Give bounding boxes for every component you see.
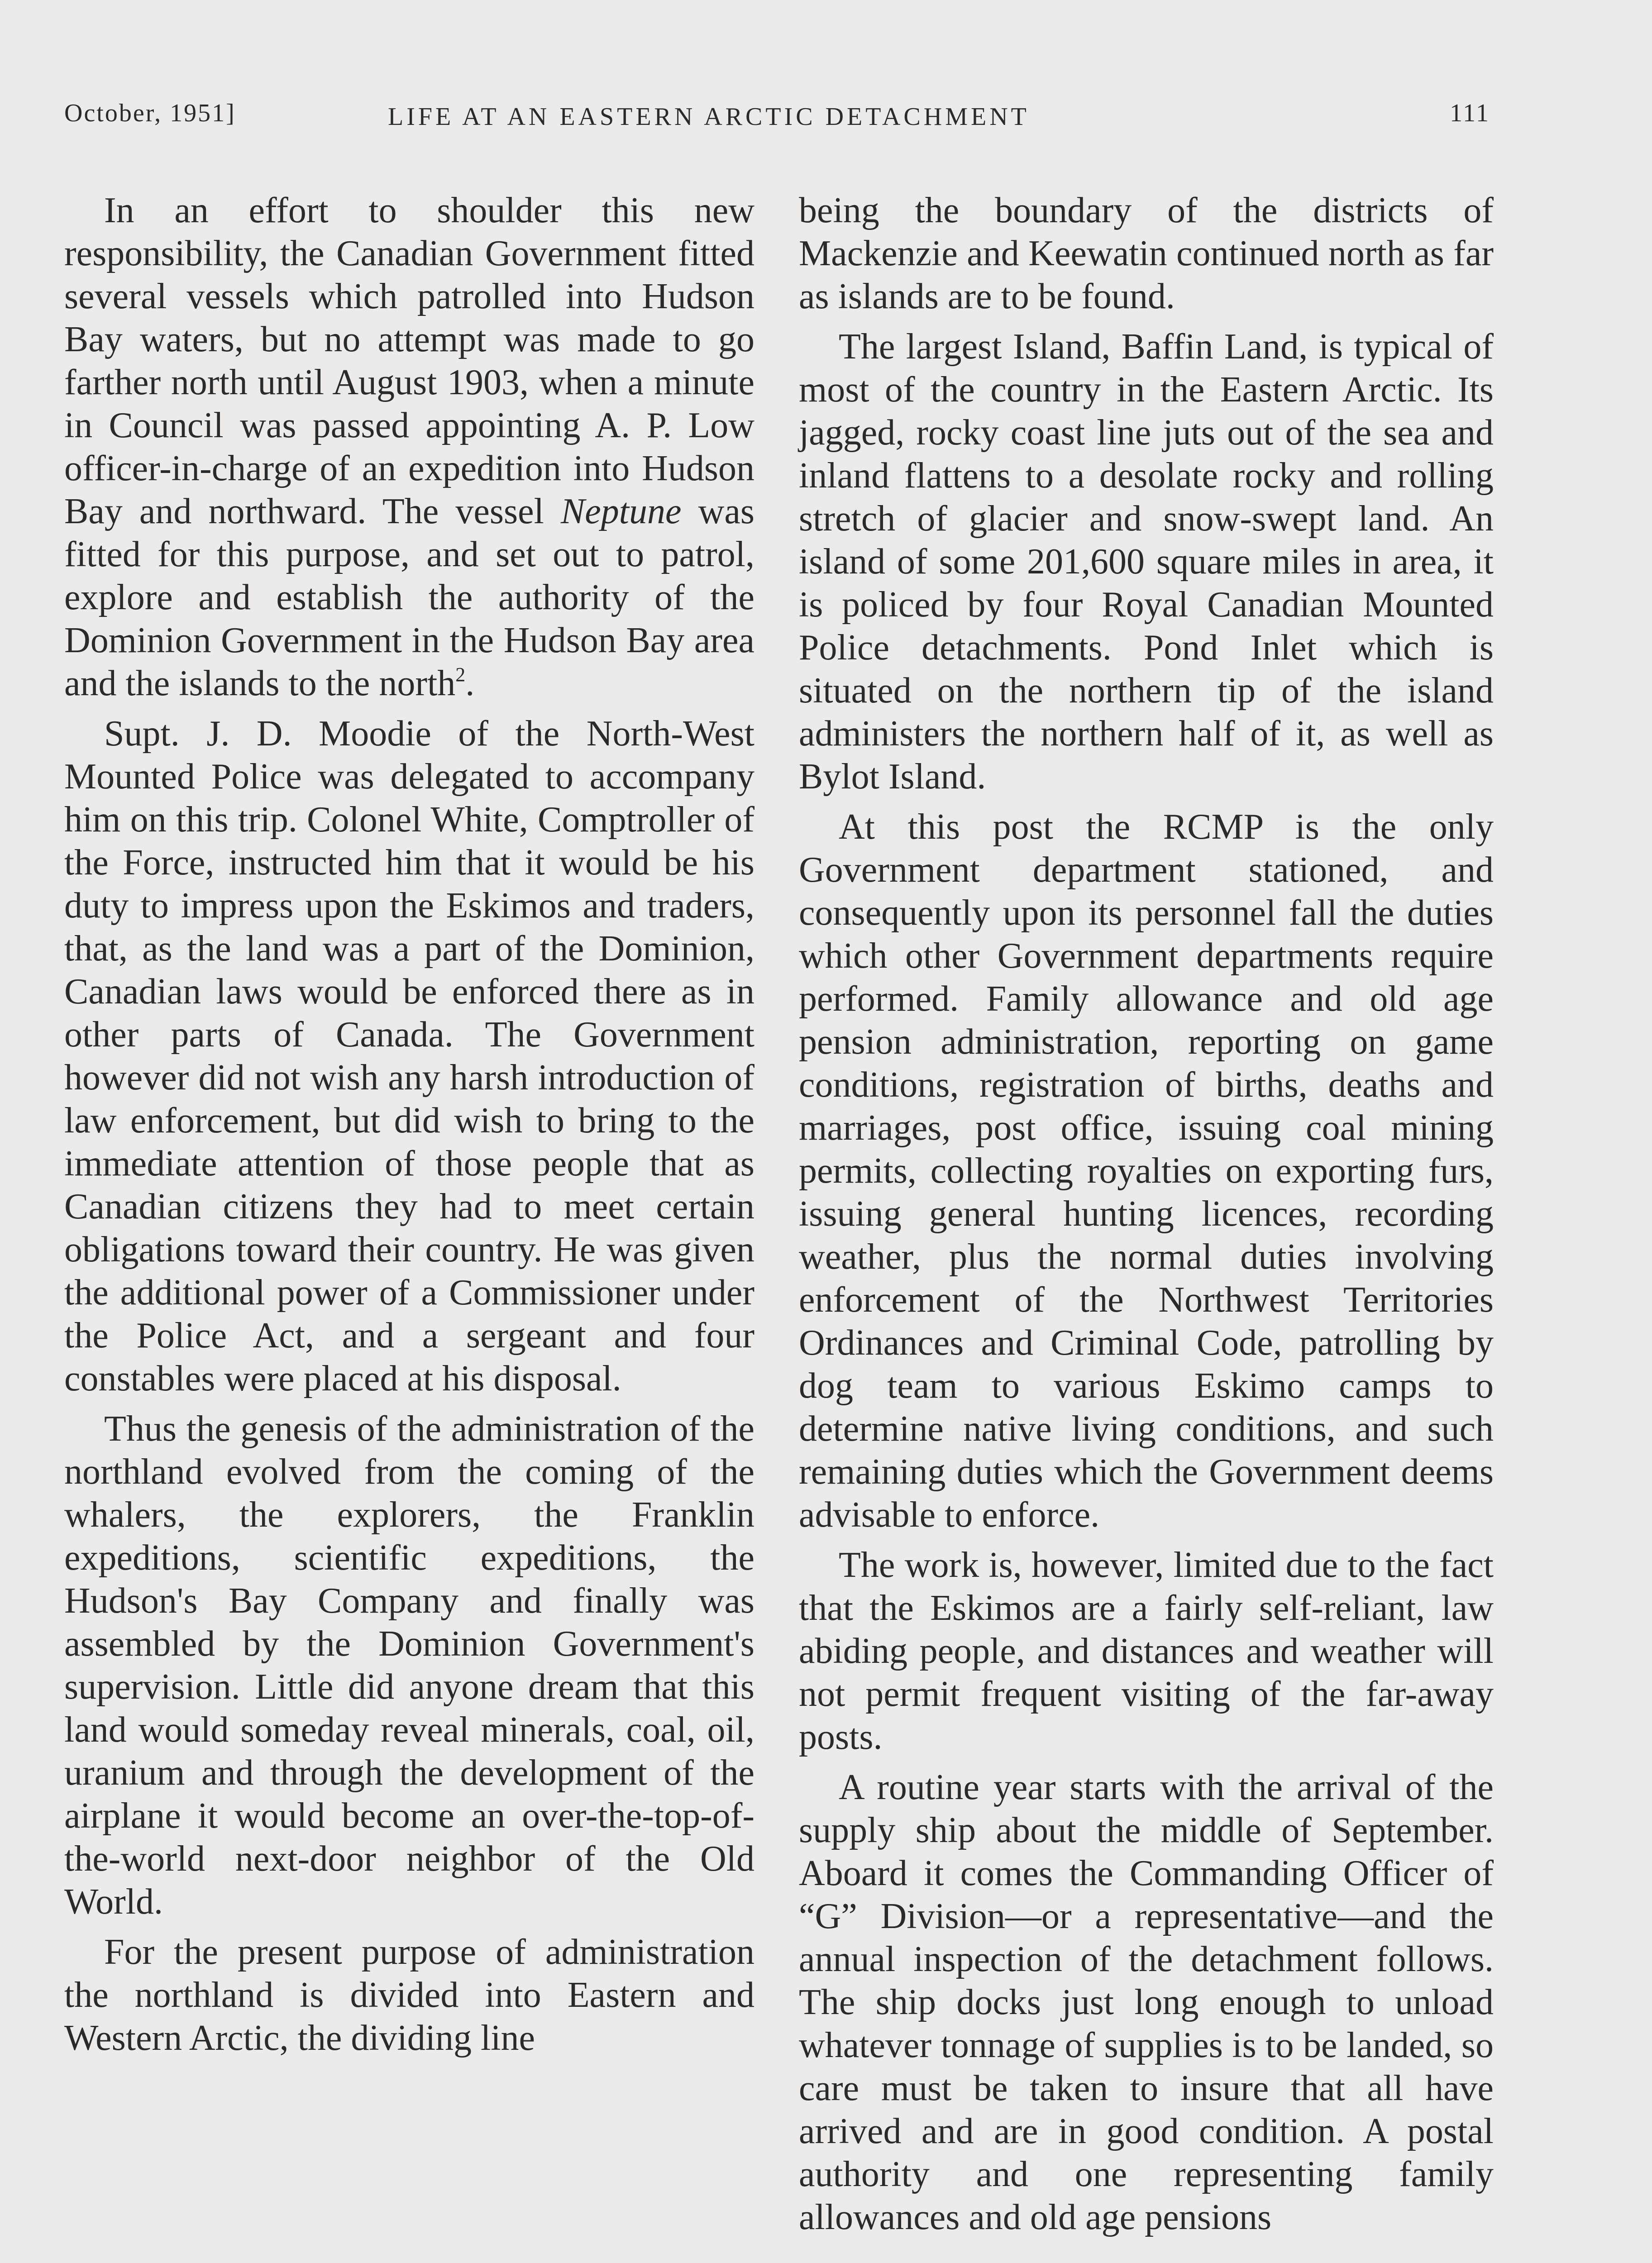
paragraph: The largest Island, Baffin Land, is typical of most of the country in the Eastern Arctic. Its jagged, rocky coast line juts out of the sea and inland flattens to a desolate rocky and rolling stretch of glacier and snow-swept land. An island of some 201,600 square miles in area, it is policed by four Royal Canadian Mounted Police detachments. Pond Inlet which is situated on the northern tip of the island administers the northern half of it, as well as Bylot Island.	[799, 327, 1494, 797]
paragraph: Thus the genesis of the administration of the northland evolved from the coming of the whalers, the explorers, the Franklin expeditions, scientific expeditions, the Hudson's Bay Company and finally was assembled by the Dominion Government's supervision. Little did anyone dream that this land would someday reveal minerals, coal, oil, uranium and through the development of the airplane it would become an over-the-top-of-the-world next-door neighbor of the Old World.	[64, 1409, 754, 1922]
paragraph-text: was fitted for this purpose, and set out to patrol, explore and establish the authority of the Dominion Government in the Hudson Bay area and the islands to the north	[64, 492, 754, 703]
paragraph: For the present purpose of administration the northland is divided into Eastern and Western Arctic, the dividing line	[64, 1932, 754, 2058]
paragraph: The work is, however, limited due to the fact that the Eskimos are a fairly self-reliant, law abiding people, and distances and weather will not permit frequent visiting of the far-away posts.	[799, 1545, 1494, 1757]
paragraph: being the boundary of the districts of Mackenzie and Keewatin continued north as far as islands are to be found.	[799, 191, 1494, 316]
issue-date: October, 1951]	[64, 99, 236, 127]
paragraph-text: .	[465, 664, 475, 703]
paragraph	[64, 189, 754, 705]
left-column	[64, 189, 754, 2060]
paragraph: At this post the RCMP is the only Government department stationed, and consequently upon its personnel fall the duties which other Government departments require performed. Family allowance and old age pension administration, reporting on game conditions, registration of births, deaths and marriages, post office, issuing coal mining permits, collecting royalties on exporting furs, issuing general hunting licences, recording weather, plus the normal duties involving enforcement of the Northwest Territories Ordinances and Criminal Code, patrolling by dog team to various Eskimo camps to determine native living conditions, and such remaining duties which the Government deems advisable to enforce.	[799, 807, 1494, 1535]
running-title: LIFE AT AN EASTERN ARCTIC DETACHMENT	[388, 103, 1030, 131]
page-header	[64, 99, 1490, 139]
right-column	[799, 189, 1494, 2239]
paragraph: A routine year starts with the arrival of the supply ship about the middle of September. Aboard it comes the Commanding Officer of “G” Division—or a representative—and the annual inspection of the detachment follows. The ship docks just long enough to unload whatever tonnage of supplies is to be landed, so care must be taken to insure that all have arrived and are in good condition. A postal authority and one representing family allowances and old age pensions	[799, 1767, 1494, 2237]
vessel-name: Neptune	[560, 492, 682, 531]
paragraph: Supt. J. D. Moodie of the North-West Mounted Police was delegated to accompany him on this trip. Colonel White, Comptroller of the Force, instructed him that it would be his duty to impress upon the Eskimos and traders, that, as the land was a part of the Dominion, Canadian laws would be enforced there as in other parts of Canada. The Government however did not wish any harsh introduction of law enforcement, but did wish to bring to the immediate attention of those people that as Canadian citizens they had to meet certain obligations toward their country. He was given the additional power of a Commissioner under the Police Act, and a sergeant and four constables were placed at his disposal.	[64, 714, 754, 1399]
page-number: 111	[1450, 99, 1490, 127]
footnote-reference: 2	[455, 664, 466, 686]
paragraph-text: In an effort to shoulder this new responsibility, the Canadian Government fitted several vessels which patrolled into Hudson Bay waters, but no attempt was made to go farther north until August 1903, when a minute in Council was passed appointing A. P. Low officer-in-charge of an expedition into Hudson Bay and northward. The vessel	[64, 191, 754, 531]
